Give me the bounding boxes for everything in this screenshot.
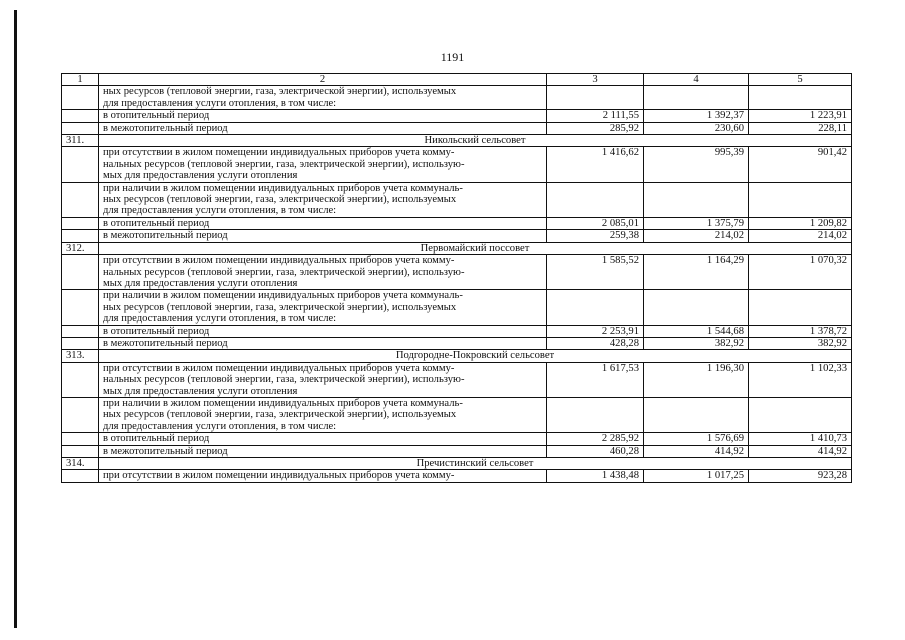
value-col-5: 1 223,91 xyxy=(749,110,852,122)
value-col-4: 1 392,37 xyxy=(644,110,749,122)
value-col-5 xyxy=(749,397,852,432)
table-row xyxy=(62,86,852,110)
table-row xyxy=(62,325,852,337)
description-line: мых для предоставления услуги отопления xyxy=(103,385,298,397)
row-number-cell xyxy=(62,230,99,242)
table-row xyxy=(62,362,852,397)
description-line: для предоставления услуги отопления, в том числе: xyxy=(103,420,337,432)
section-number: 314. xyxy=(62,458,99,470)
description-line: ных ресурсов (тепловой энергии, газа, электрической энергии), используемых xyxy=(103,194,457,206)
row-number-cell xyxy=(62,86,99,110)
value-col-3: 285,92 xyxy=(547,122,644,134)
section-number: 312. xyxy=(62,242,99,254)
row-description xyxy=(99,182,547,217)
value-col-3: 259,38 xyxy=(547,230,644,242)
row-description xyxy=(99,255,547,290)
row-label: в отопительный период xyxy=(99,433,547,445)
value-col-3: 1 617,53 xyxy=(547,362,644,397)
value-col-3 xyxy=(547,182,644,217)
row-number-cell xyxy=(62,445,99,457)
value-col-4: 1 576,69 xyxy=(644,433,749,445)
table-row xyxy=(62,110,852,122)
value-col-5: 901,42 xyxy=(749,147,852,182)
value-col-5: 1 102,33 xyxy=(749,362,852,397)
row-number-cell xyxy=(62,470,99,482)
description-line: при наличии в жилом помещении индивидуальных приборов учета коммуналь- xyxy=(103,290,463,302)
value-col-5 xyxy=(749,86,852,110)
description-line: ных ресурсов (тепловой энергии, газа, электрической энергии), используемых xyxy=(103,86,457,98)
value-col-4 xyxy=(644,290,749,325)
value-col-4: 230,60 xyxy=(644,122,749,134)
value-col-3 xyxy=(547,397,644,432)
page-edge-bar xyxy=(14,10,17,628)
table-row xyxy=(62,147,852,182)
description-line: при наличии в жилом помещении индивидуальных приборов учета коммуналь- xyxy=(103,182,463,194)
value-col-4: 1 164,29 xyxy=(644,255,749,290)
table-row xyxy=(62,255,852,290)
value-col-5: 414,92 xyxy=(749,445,852,457)
row-number-cell xyxy=(62,217,99,229)
page-number: 1191 xyxy=(440,50,465,64)
header-col-4: 4 xyxy=(644,74,749,86)
value-col-5: 382,92 xyxy=(749,337,852,349)
table-row xyxy=(62,337,852,349)
header-col-3: 3 xyxy=(547,74,644,86)
value-col-3: 1 438,48 xyxy=(547,470,644,482)
section-number: 313. xyxy=(62,350,99,362)
description-line: нальных ресурсов (тепловой энергии, газа, электрической энергии), использую- xyxy=(103,266,465,278)
row-description xyxy=(99,470,547,482)
section-title: Никольский сельсовет xyxy=(99,135,852,147)
header-col-5: 5 xyxy=(749,74,852,86)
table-header-row xyxy=(62,74,852,86)
value-col-4: 1 544,68 xyxy=(644,325,749,337)
row-number-cell xyxy=(62,255,99,290)
table-row xyxy=(62,122,852,134)
description-line: при отсутствии в жилом помещении индивидуальных приборов учета комму- xyxy=(103,362,455,374)
description-line: нальных ресурсов (тепловой энергии, газа, электрической энергии), использую- xyxy=(103,158,465,170)
value-col-4: 995,39 xyxy=(644,147,749,182)
value-col-3 xyxy=(547,86,644,110)
description-line: для предоставления услуги отопления, в том числе: xyxy=(103,97,337,109)
value-col-3: 1 416,62 xyxy=(547,147,644,182)
section-title: Пречистинский сельсовет xyxy=(99,458,852,470)
value-col-5: 923,28 xyxy=(749,470,852,482)
row-description xyxy=(99,147,547,182)
description-line: ных ресурсов (тепловой энергии, газа, электрической энергии), используемых xyxy=(103,301,457,313)
value-col-5: 1 378,72 xyxy=(749,325,852,337)
value-col-5: 1 410,73 xyxy=(749,433,852,445)
row-label: в отопительный период xyxy=(99,217,547,229)
value-col-4: 382,92 xyxy=(644,337,749,349)
header-col-1: 1 xyxy=(62,74,99,86)
description-line: для предоставления услуги отопления, в том числе: xyxy=(103,313,337,325)
table-row xyxy=(62,445,852,457)
description-line: при отсутствии в жилом помещении индивидуальных приборов учета комму- xyxy=(103,147,455,159)
row-number-cell xyxy=(62,147,99,182)
value-col-4 xyxy=(644,182,749,217)
value-col-3: 2 285,92 xyxy=(547,433,644,445)
row-number-cell xyxy=(62,362,99,397)
row-number-cell xyxy=(62,290,99,325)
section-number: 311. xyxy=(62,135,99,147)
row-number-cell xyxy=(62,122,99,134)
value-col-4: 1 375,79 xyxy=(644,217,749,229)
description-line: для предоставления услуги отопления, в том числе: xyxy=(103,205,337,217)
value-col-4: 1 017,25 xyxy=(644,470,749,482)
section-row xyxy=(62,242,852,254)
table-row xyxy=(62,217,852,229)
value-col-3: 2 111,55 xyxy=(547,110,644,122)
row-description xyxy=(99,290,547,325)
value-col-4: 414,92 xyxy=(644,445,749,457)
row-number-cell xyxy=(62,110,99,122)
value-col-4: 1 196,30 xyxy=(644,362,749,397)
value-col-3: 1 585,52 xyxy=(547,255,644,290)
value-col-4: 214,02 xyxy=(644,230,749,242)
row-label: в межотопительный период xyxy=(99,337,547,349)
section-row xyxy=(62,458,852,470)
description-line: ных ресурсов (тепловой энергии, газа, электрической энергии), используемых xyxy=(103,409,457,421)
section-title: Подгородне-Покровский сельсовет xyxy=(99,350,852,362)
section-row xyxy=(62,350,852,362)
description-line: нальных ресурсов (тепловой энергии, газа, электрической энергии), использую- xyxy=(103,374,465,386)
row-number-cell xyxy=(62,433,99,445)
section-title: Первомайский поссовет xyxy=(99,242,852,254)
value-col-3: 2 085,01 xyxy=(547,217,644,229)
description-line: мых для предоставления услуги отопления xyxy=(103,277,298,289)
row-number-cell xyxy=(62,397,99,432)
description-line: при наличии в жилом помещении индивидуальных приборов учета коммуналь- xyxy=(103,397,463,409)
section-row xyxy=(62,135,852,147)
table-row xyxy=(62,470,852,482)
table-row xyxy=(62,397,852,432)
row-description xyxy=(99,86,547,110)
row-number-cell xyxy=(62,325,99,337)
row-label: в межотопительный период xyxy=(99,445,547,457)
row-description xyxy=(99,397,547,432)
row-label: в межотопительный период xyxy=(99,122,547,134)
value-col-3: 460,28 xyxy=(547,445,644,457)
value-col-4 xyxy=(644,397,749,432)
value-col-5 xyxy=(749,182,852,217)
row-label: в межотопительный период xyxy=(99,230,547,242)
row-description xyxy=(99,362,547,397)
value-col-5: 1 070,32 xyxy=(749,255,852,290)
table-row xyxy=(62,290,852,325)
table-row xyxy=(62,230,852,242)
row-label: в отопительный период xyxy=(99,110,547,122)
value-col-3: 428,28 xyxy=(547,337,644,349)
description-line: при отсутствии в жилом помещении индивидуальных приборов учета комму- xyxy=(103,470,455,482)
table-row xyxy=(62,433,852,445)
value-col-3 xyxy=(547,290,644,325)
value-col-4 xyxy=(644,86,749,110)
tariff-table xyxy=(61,73,852,483)
row-number-cell xyxy=(62,337,99,349)
value-col-5: 1 209,82 xyxy=(749,217,852,229)
description-line: при отсутствии в жилом помещении индивидуальных приборов учета комму- xyxy=(103,255,455,267)
value-col-5: 214,02 xyxy=(749,230,852,242)
value-col-5: 228,11 xyxy=(749,122,852,134)
table-row xyxy=(62,182,852,217)
header-col-2: 2 xyxy=(99,74,547,86)
description-line: мых для предоставления услуги отопления xyxy=(103,170,298,182)
row-label: в отопительный период xyxy=(99,325,547,337)
value-col-5 xyxy=(749,290,852,325)
value-col-3: 2 253,91 xyxy=(547,325,644,337)
row-number-cell xyxy=(62,182,99,217)
